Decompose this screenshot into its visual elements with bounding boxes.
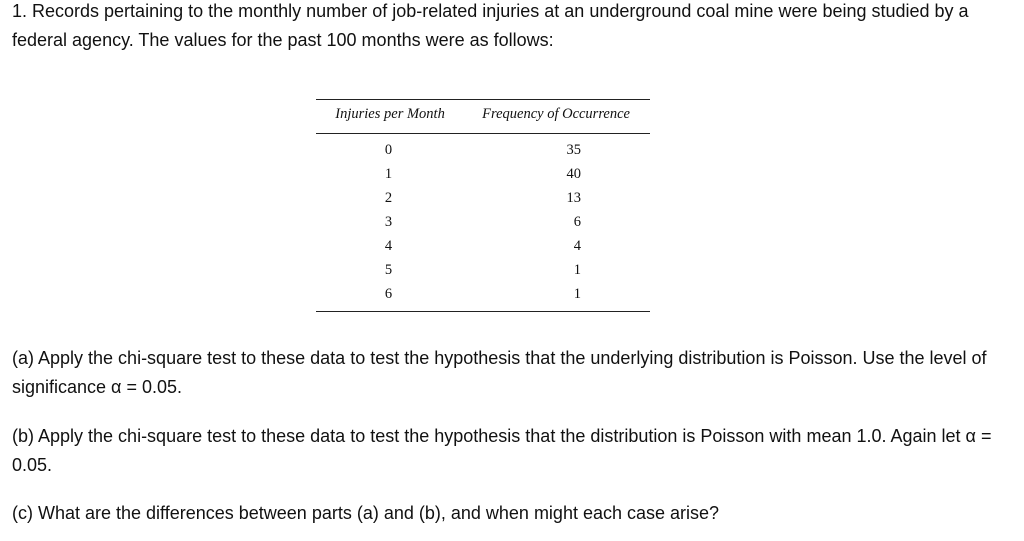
cell-injuries: 6 [384, 285, 393, 302]
cell-injuries: 1 [384, 165, 393, 182]
table-header-row [316, 100, 650, 129]
table-row [316, 258, 650, 282]
table-body [316, 134, 650, 306]
cell-frequency: 13 [566, 189, 581, 206]
header-injuries-per-month: Injuries per Month [335, 106, 445, 122]
table-row [316, 162, 650, 186]
cell-frequency: 1 [573, 285, 581, 302]
cell-injuries: 0 [384, 141, 393, 158]
table-row [316, 138, 650, 162]
cell-frequency: 6 [573, 213, 581, 230]
cell-injuries: 5 [384, 261, 393, 278]
table-row [316, 282, 650, 306]
cell-injuries: 3 [384, 213, 393, 230]
table-row [316, 234, 650, 258]
table-bottom-rule [316, 311, 650, 312]
cell-frequency: 4 [573, 237, 581, 254]
injury-frequency-table [316, 99, 650, 312]
cell-frequency: 35 [566, 141, 581, 158]
question-part-b: (b) Apply the chi-square test to these data to test the hypothesis that the distribution is Poisson with mean 1.0. Again let α = 0.05. [12, 426, 992, 475]
table-row [316, 210, 650, 234]
table-row [316, 186, 650, 210]
question-part-c: (c) What are the differences between parts (a) and (b), and when might each case arise? [12, 503, 720, 523]
cell-frequency: 1 [573, 261, 581, 278]
question-part-a: (a) Apply the chi-square test to these data to test the hypothesis that the underlying distribution is Poisson. Use the level of significance α = 0.05. [12, 348, 987, 397]
cell-injuries: 4 [384, 237, 393, 254]
question-intro: 1. Records pertaining to the monthly number of job-related injuries at an underground coal mine were being studied by a federal agency. The values for the past 100 months were as follows: [12, 1, 969, 50]
header-frequency-of-occurrence: Frequency of Occurrence [482, 106, 630, 122]
cell-frequency: 40 [566, 165, 581, 182]
cell-injuries: 2 [384, 189, 393, 206]
